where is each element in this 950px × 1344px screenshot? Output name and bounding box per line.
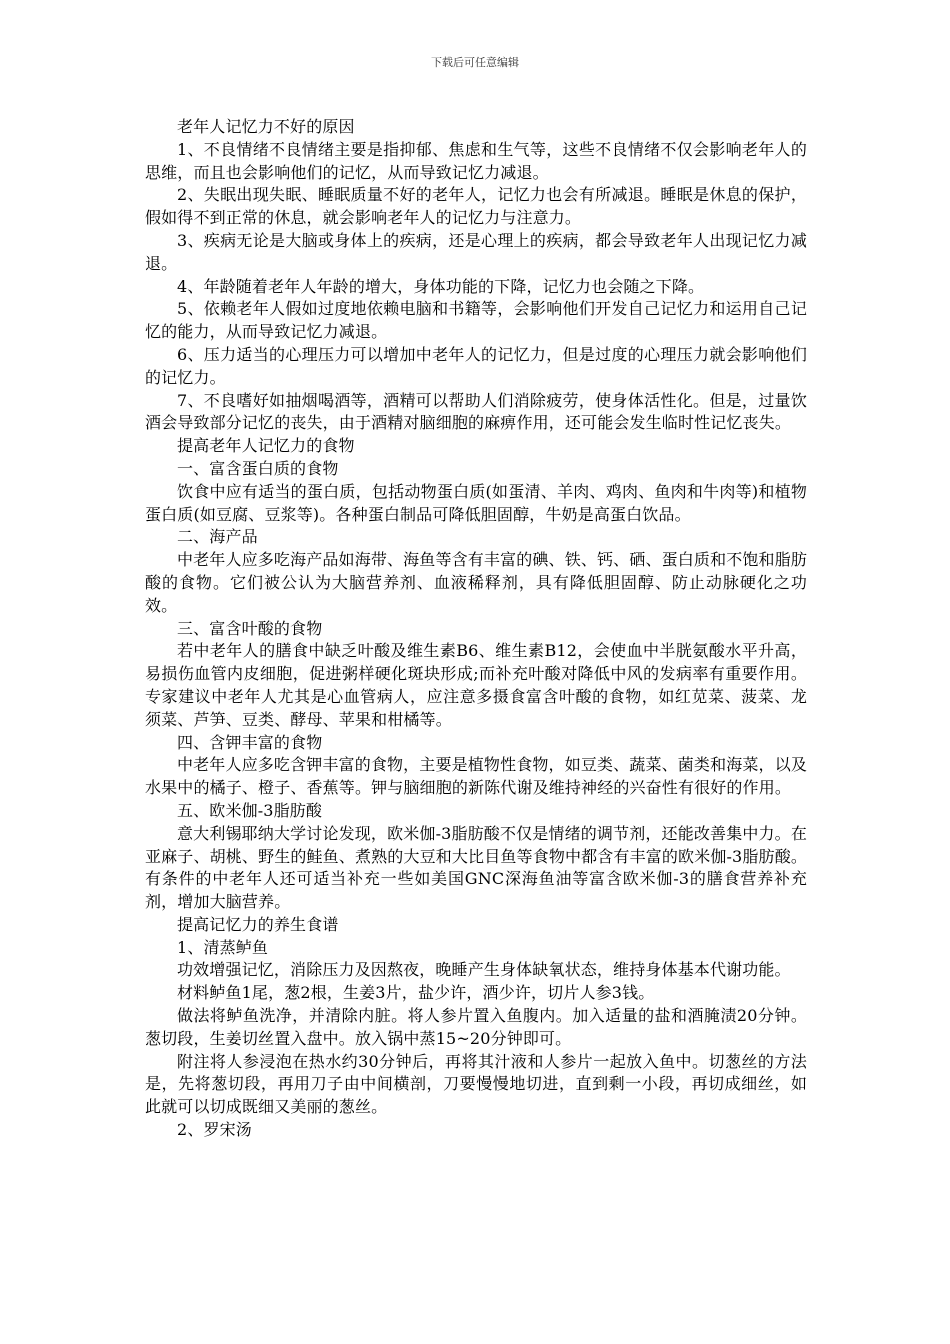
section-title: 提高老年人记忆力的食物 <box>177 436 355 456</box>
paragraph: 7、不良嗜好如抽烟喝酒等，酒精可以帮助人们消除疲劳，使身体活性化。但是，过量饮酒会导致部分记忆的丧失，由于酒精对脑细胞的麻痹作用，还可能会发生临时性记忆丧失。 <box>145 390 807 433</box>
paragraph: 功效增强记忆，消除压力及因熬夜，晚睡产生身体缺氧状态，维持身体基本代谢功能。 <box>177 960 791 980</box>
subheading: 二、海产品 <box>177 527 258 547</box>
subheading: 三、富含叶酸的食物 <box>177 618 323 638</box>
paragraph: 做法将鲈鱼洗净，并清除内脏。将人参片置入鱼腹内。加入适量的盐和酒腌渍20分钟。葱切段，生姜切丝置入盘中。放入锅中蒸15~20分钟即可。 <box>145 1006 807 1048</box>
paragraph: 中老年人应多吃含钾丰富的食物，主要是植物性食物，如豆类、蔬菜、菌类和海菜，以及水果中的橘子、橙子、香蕉等。钾与脑细胞的新陈代谢及维持神经的兴奋性有很好的作用。 <box>145 755 807 798</box>
paragraph: 1、不良情绪不良情绪主要是指抑郁、焦虑和生气等，这些不良情绪不仅会影响老年人的思维，而且也会影响他们的记忆，从而导致记忆力减退。 <box>145 139 807 182</box>
paragraph: 附注将人参浸泡在热水约30分钟后，再将其汁液和人参片一起放入鱼中。切葱丝的方法是，先将葱切段，再用刀子由中间横剖，刀要慢慢地切进，直到剩一小段，再切成细丝，如此就可以切成既细又美丽的葱丝。 <box>145 1051 807 1117</box>
document-body <box>145 116 807 1142</box>
paragraph: 2、失眠出现失眠、睡眠质量不好的老年人，记忆力也会有所减退。睡眠是休息的保护，假如得不到正常的休息，就会影响老年人的记忆力与注意力。 <box>145 185 807 228</box>
subheading: 一、富含蛋白质的食物 <box>177 458 339 478</box>
section-title: 提高记忆力的养生食谱 <box>177 914 339 934</box>
paragraph: 若中老年人的膳食中缺乏叶酸及维生素B6、维生素B12，会使血中半胱氨酸水平升高，易损伤血管内皮细胞，促进粥样硬化斑块形成;而补充叶酸对降低中风的发病率有重要作用。专家建议中老年人尤其是心血管病人，应注意多摄食富含叶酸的食物，如红苋菜、菠菜、龙须菜、芦笋、豆类、酵母、苹果和柑橘等。 <box>145 641 807 729</box>
section-title: 老年人记忆力不好的原因 <box>177 117 355 136</box>
page-header-note: 下载后可任意编辑 <box>431 56 519 69</box>
paragraph: 材料鲈鱼1尾，葱2根，生姜3片，盐少许，酒少许，切片人参3钱。 <box>177 983 655 1003</box>
paragraph: 中老年人应多吃海产品如海带、海鱼等含有丰富的碘、铁、钙、硒、蛋白质和不饱和脂肪酸的食物。它们被公认为大脑营养剂、血液稀释剂，具有降低胆固醇、防止动脉硬化之功效。 <box>145 550 807 615</box>
paragraph: 6、压力适当的心理压力可以增加中老年人的记忆力，但是过度的心理压力就会影响他们的记忆力。 <box>145 344 807 387</box>
paragraph: 意大利锡耶纳大学讨论发现，欧米伽-3脂肪酸不仅是情绪的调节剂，还能改善集中力。在亚麻子、胡桃、野生的鲑鱼、煮熟的大豆和大比目鱼等食物中都含有丰富的欧米伽-3脂肪酸。有条件的中老年人还可适当补充一些如美国GNC深海鱼油等富含欧米伽-3的膳食营养补充剂，增加大脑营养。 <box>145 823 807 912</box>
paragraph: 3、疾病无论是大脑或身体上的疾病，还是心理上的疾病，都会导致老年人出现记忆力减退。 <box>145 230 807 273</box>
paragraph: 4、年龄随着老年人年龄的增大，身体功能的下降，记忆力也会随之下降。 <box>177 276 705 296</box>
subheading: 四、含钾丰富的食物 <box>177 732 323 752</box>
subheading: 2、罗宋汤 <box>177 1120 252 1140</box>
subheading: 五、欧米伽-3脂肪酸 <box>177 800 323 820</box>
paragraph: 5、依赖老年人假如过度地依赖电脑和书籍等，会影响他们开发自己记忆力和运用自己记忆的能力，从而导致记忆力减退。 <box>145 299 807 342</box>
paragraph: 饮食中应有适当的蛋白质，包括动物蛋白质(如蛋清、羊肉、鸡肉、鱼肉和牛肉等)和植物蛋白质(如豆腐、豆浆等)。各种蛋白制品可降低胆固醇，牛奶是高蛋白饮品。 <box>145 481 807 524</box>
subheading: 1、清蒸鲈鱼 <box>177 937 269 957</box>
